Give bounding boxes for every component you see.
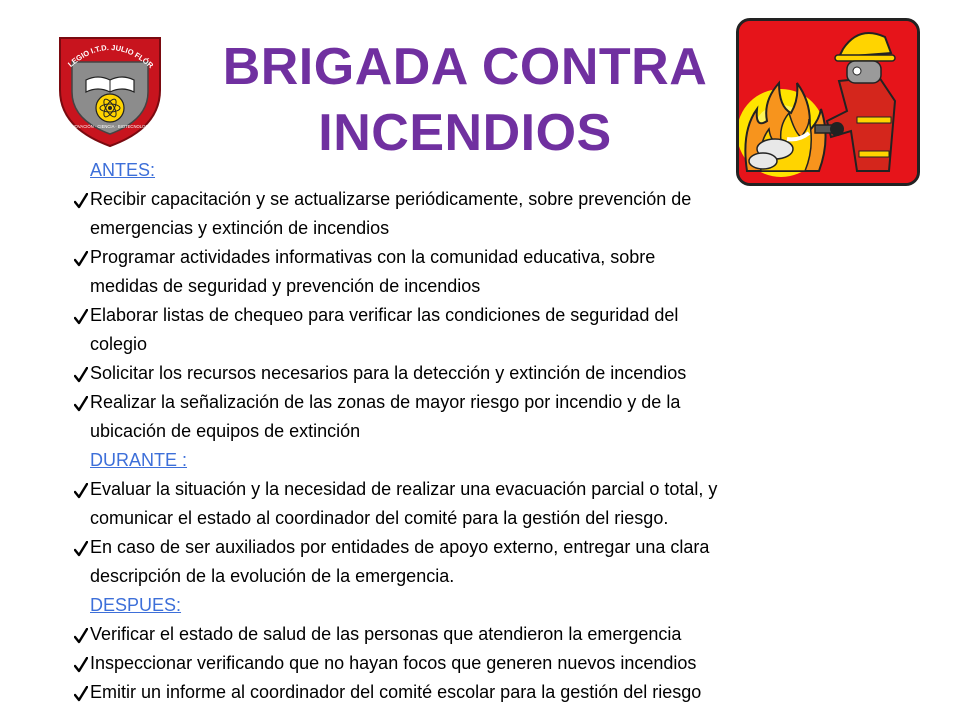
- checkmark-icon: [74, 624, 88, 640]
- bullet-item: [90, 243, 890, 301]
- bullet-text-line: Emitir un informe al coordinador del comité escolar para la gestión del riesgo: [90, 682, 702, 702]
- bullet-text-line: descripción de la evolución de la emergencia.: [90, 566, 455, 586]
- bullet-text-line: Realizar la señalización de las zonas de mayor riesgo por incendio y de la: [90, 392, 681, 412]
- section-heading: DURANTE :: [90, 450, 188, 470]
- bullet-text-line: Inspeccionar verificando que no hayan focos que generen nuevos incendios: [90, 653, 697, 673]
- bullet-text-line: emergencias y extinción de incendios: [90, 218, 390, 238]
- bullet-text-line: Solicitar los recursos necesarios para la detección y extinción de incendios: [90, 363, 687, 383]
- bullet-item: [90, 185, 890, 243]
- bullet-text-line: medidas de seguridad y prevención de incendios: [90, 276, 481, 296]
- section-heading: DESPUES:: [90, 595, 182, 615]
- bullet-text-line: comunicar el estado al coordinador del comité para la gestión del riesgo.: [90, 508, 669, 528]
- title-line-2: INCENDIOS: [318, 104, 612, 162]
- checkmark-icon: [74, 479, 88, 495]
- checkmark-icon: [74, 247, 88, 263]
- bullet-item: [90, 533, 890, 591]
- school-shield-logo: [56, 28, 164, 148]
- bullet-item: [90, 678, 890, 707]
- checkmark-icon: [74, 682, 88, 698]
- bullet-text-line: Elaborar listas de chequeo para verificar las condiciones de seguridad del: [90, 305, 679, 325]
- checkmark-icon: [74, 392, 88, 408]
- bullet-text-line: Verificar el estado de salud de las personas que atendieron la emergencia: [90, 624, 682, 644]
- bullet-text-line: ubicación de equipos de extinción: [90, 421, 361, 441]
- checkmark-icon: [74, 305, 88, 321]
- bullet-text-line: Evaluar la situación y la necesidad de realizar una evacuación parcial o total, y: [90, 479, 718, 499]
- checkmark-icon: [74, 363, 88, 379]
- bullet-item: [90, 475, 890, 533]
- bullet-item: [90, 359, 890, 388]
- checkmark-icon: [74, 653, 88, 669]
- bullet-text-line: colegio: [90, 334, 148, 354]
- bullet-item: [90, 301, 890, 359]
- section-heading: ANTES:: [90, 160, 156, 180]
- logo-motto: INNOVACIÓN · CIENCIA · BIOTECNOLOGÍA: [67, 124, 153, 129]
- checkmark-icon: [74, 189, 88, 205]
- bullet-item: [90, 649, 890, 678]
- content-body: [90, 156, 890, 707]
- checkmark-icon: [74, 537, 88, 553]
- logo-arc-text: LEGIO I.T.D. JULIO FLÓR: [66, 42, 156, 71]
- page-title: [210, 34, 720, 166]
- bullet-text-line: Recibir capacitación y se actualizarse periódicamente, sobre prevención de: [90, 189, 692, 209]
- title-line-1: BRIGADA CONTRA: [222, 38, 708, 96]
- bullet-text-line: Programar actividades informativas con la comunidad educativa, sobre: [90, 247, 656, 267]
- bullet-text-line: En caso de ser auxiliados por entidades de apoyo externo, entregar una clara: [90, 537, 710, 557]
- bullet-item: [90, 388, 890, 446]
- bullet-item: [90, 620, 890, 649]
